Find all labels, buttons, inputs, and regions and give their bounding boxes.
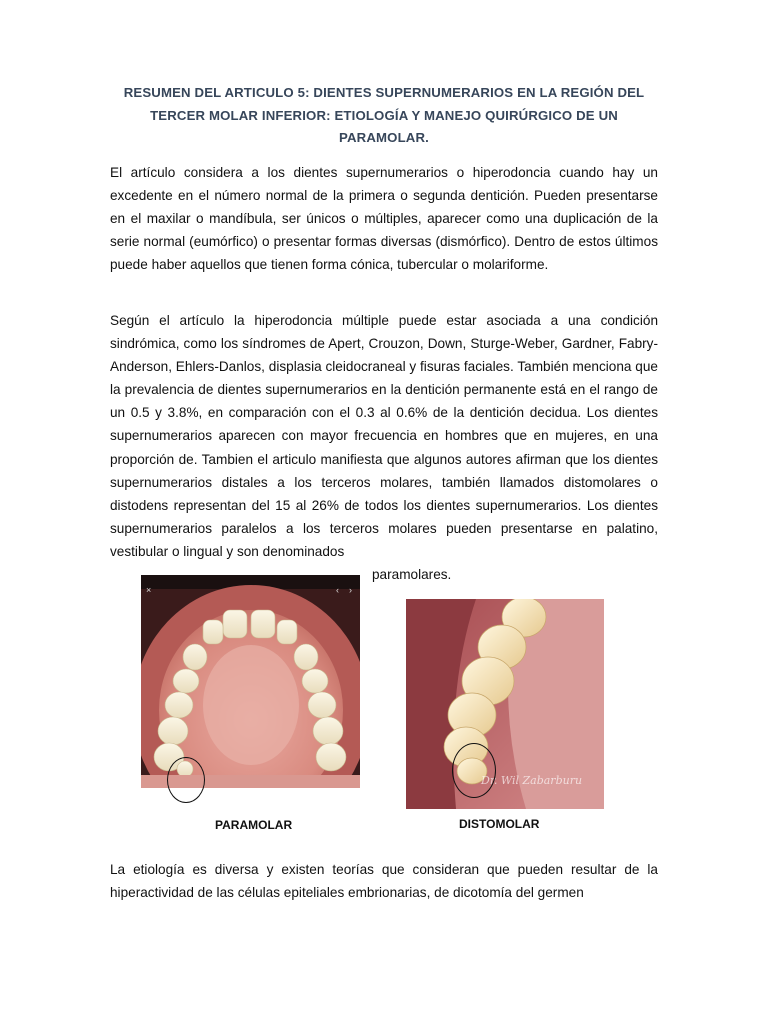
photo-watermark: Dr. Wil Zabarburu [481,774,583,787]
paramolar-highlight-circle [167,757,205,803]
distomolar-highlight-circle [452,743,496,798]
paragraph-etiology: La etiología es diversa y existen teorías que consideran que pueden resultar de la hiperactividad de las células epiteliales embrionarias, de dicotomía del germen [110,862,658,901]
article-title: RESUMEN DEL ARTICULO 5: DIENTES SUPERNUMERARIOS EN LA REGIÓN DEL TERCER MOLAR INFERIOR: ETIOLOGÍA Y MANEJO QUIRÚRGICO DE UN PARAMOLAR. [123,85,645,145]
paramolar-illustration [141,575,360,788]
close-icon[interactable]: × [146,585,152,595]
distomolar-caption: DISTOMOLAR [459,817,540,831]
chevron-right-icon[interactable]: › [349,585,352,595]
chevron-left-icon[interactable]: ‹ [336,585,339,595]
paramolar-photo [141,575,360,788]
paragraph-prevalence-end: paramolares. [372,567,452,582]
paramolar-caption: PARAMOLAR [215,818,293,832]
distomolar-photo [406,599,604,809]
paragraph-intro: El artículo considera a los dientes supernumerarios o hiperodoncia cuando hay un excedente en el número normal de la primera o segunda dentición. Pueden presentarse en el maxilar o mandíbula, ser únicos o múltiples, aparecer como una duplicación de la serie normal (eumórfico) o presentar formas diversas (dismórfico). Dentro de estos últimos puede haber aquellos que tienen forma cónica, tubercular o molariforme. [110,165,658,273]
paragraph-prevalence: Según el artículo la hiperodoncia múltiple puede estar asociada a una condición sindrómica, como los síndromes de Apert, Crouzon, Down, Sturge-Weber, Gardner, Fabry-Anderson, Ehlers-Danlos, displasia cleidocraneal y fisuras faciales. También menciona que la prevalencia de dientes supernumerarios en la dentición permanente está en el rango de un 0.5 y 3.8%, en comparación con el 0.3 al 0.6% de la dentición decidua. Los dientes supernumerarios aparecen con mayor frecuencia en hombres que en mujeres, en una proporción de. Tambien el articulo manifiesta que algunos autores afirman que los dientes supernumerarios distales a los terceros molares, también llamados distomolares o distodens representan del 15 al 26% de todos los dientes supernumerarios. Los dientes supernumerarios paralelos a los terceros molares pueden presentarse en palatino, vestibular o lingual y son denominados [110,313,658,559]
